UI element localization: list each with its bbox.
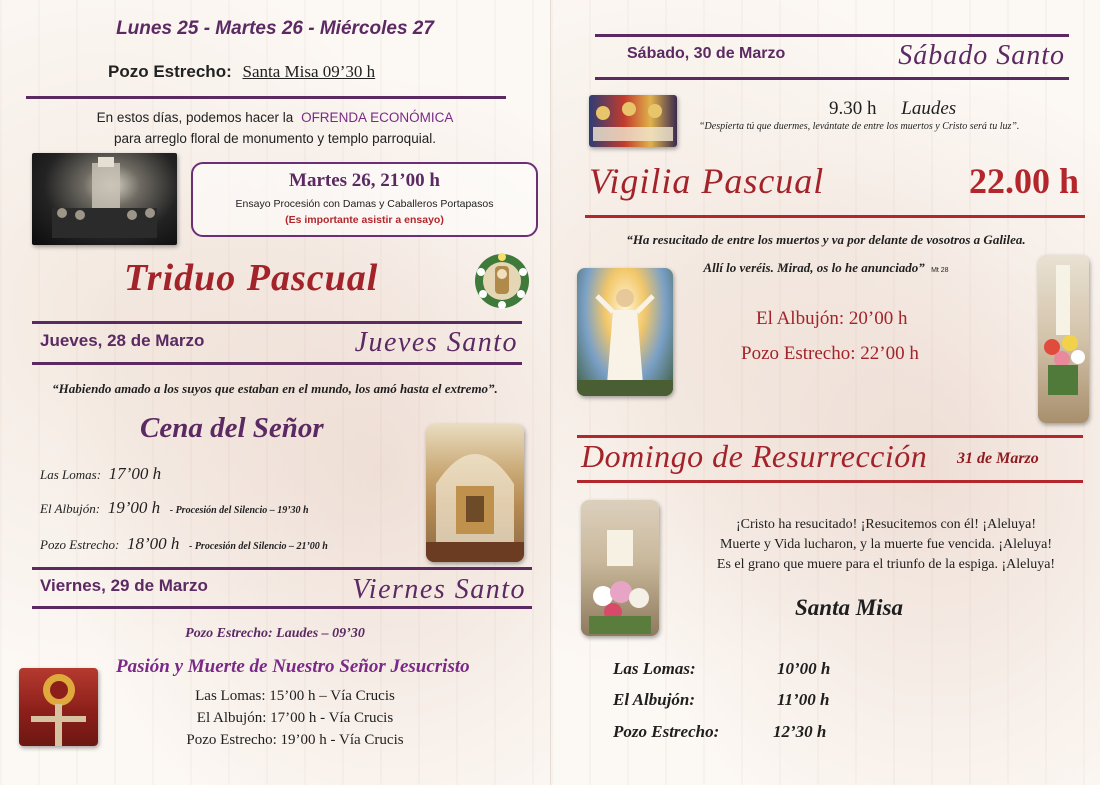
offering-line-1 bbox=[0, 110, 550, 125]
vigil-quote-ref: Mt 28 bbox=[931, 267, 949, 274]
sunday-mass-time: 10’00 h bbox=[777, 659, 831, 678]
vigil-time: 22.00 h bbox=[968, 161, 1079, 201]
easter-flowers-photo bbox=[581, 500, 659, 636]
divider bbox=[32, 321, 522, 324]
saturday-quote: “Despierta tú que duermes, levántate de entre los muertos y Cristo será tu luz”. bbox=[699, 121, 1020, 132]
thursday-quote: “Habiendo amado a los suyos que estaban en el mundo, los amó hasta el extremo”. bbox=[52, 381, 498, 396]
thursday-row bbox=[40, 464, 161, 484]
procession-photo bbox=[32, 153, 177, 245]
saturday-lauds-label: Laudes bbox=[901, 98, 957, 119]
thursday-row bbox=[40, 534, 328, 554]
sunday-mass-place: Pozo Estrecho: bbox=[613, 722, 720, 741]
thursday-place: El Albujón: bbox=[40, 501, 101, 516]
friday-row: El Albujón: 17’00 h - Vía Crucis bbox=[196, 710, 394, 726]
thursday-extra: - Procesión del Silencio – 21’00 h bbox=[188, 541, 328, 552]
sunday-verse bbox=[681, 515, 1091, 575]
friday-date: Viernes, 29 de Marzo bbox=[40, 576, 208, 595]
rehearsal-line-1: Ensayo Procesión con Damas y Caballeros Portapasos bbox=[235, 198, 494, 210]
friday-lauds: Pozo Estrecho: Laudes – 09’30 bbox=[185, 626, 365, 641]
friday-row: Las Lomas: 15’00 h – Vía Crucis bbox=[195, 688, 395, 704]
vigil-quote-text: Allí lo veréis. Mirad, os lo he anunciado” bbox=[703, 260, 925, 275]
vigil-title: Vigilia Pascual bbox=[589, 161, 825, 201]
divider bbox=[32, 567, 532, 570]
right-page bbox=[550, 0, 1100, 785]
sunday-verse-line: Muerte y Vida lucharon, y la muerte fue vencida. ¡Aleluya! bbox=[719, 537, 1053, 552]
triduo-title: Triduo Pascual bbox=[124, 257, 379, 299]
saturday-name: Sábado Santo bbox=[898, 40, 1065, 71]
saturday-date: Sábado, 30 de Marzo bbox=[627, 45, 786, 62]
header-place: Pozo Estrecho: bbox=[108, 62, 232, 81]
thursday-date: Jueves, 28 de Marzo bbox=[40, 331, 205, 350]
thursday-time: 18’00 h bbox=[126, 534, 180, 553]
crucifix-photo bbox=[19, 668, 98, 746]
sunday-title: Domingo de Resurrección bbox=[581, 438, 928, 474]
icon-painting-photo bbox=[589, 95, 677, 147]
saturday-lauds-time: 9.30 h bbox=[829, 98, 877, 119]
thursday-time: 19’00 h bbox=[107, 498, 161, 517]
rehearsal-box bbox=[191, 162, 538, 237]
vigil-row: Pozo Estrecho: 22’00 h bbox=[741, 343, 919, 364]
sunday-verse-line: ¡Cristo ha resucitado! ¡Resucitemos con él! ¡Aleluya! bbox=[735, 517, 1037, 532]
thursday-place: Las Lomas: bbox=[40, 467, 102, 482]
header-days: Lunes 25 - Martes 26 - Miércoles 27 bbox=[116, 18, 434, 39]
divider bbox=[32, 606, 532, 609]
offering-text: En estos días, podemos hacer la bbox=[96, 110, 294, 125]
resurrection-painting bbox=[577, 268, 673, 396]
offering-line-2: para arreglo floral de monumento y templo parroquial. bbox=[114, 131, 436, 146]
friday-name: Viernes Santo bbox=[352, 574, 526, 605]
thursday-time: 17’00 h bbox=[108, 464, 162, 483]
saturday-lauds bbox=[829, 98, 956, 120]
header-mass-line bbox=[108, 62, 375, 82]
thursday-name: Jueves Santo bbox=[354, 327, 518, 358]
rehearsal-title: Martes 26, 21’00 h bbox=[289, 170, 440, 191]
floral-wreath-image bbox=[471, 252, 533, 310]
sunday-date: 31 de Marzo bbox=[957, 450, 1039, 467]
sunday-mass-time: 12’30 h bbox=[773, 722, 827, 741]
thursday-extra: - Procesión del Silencio – 19’30 h bbox=[169, 505, 309, 516]
divider bbox=[595, 34, 1069, 37]
vigil-quote-line-1: “Ha resucitado de entre los muertos y va por delante de vosotros a Galilea. bbox=[626, 232, 1026, 247]
procession-illustration bbox=[32, 153, 177, 245]
sunday-mass-place: Las Lomas: bbox=[613, 659, 696, 678]
thursday-celebration: Cena del Señor bbox=[140, 412, 324, 444]
sunday-mass-time: 11’00 h bbox=[777, 690, 830, 709]
sunday-mass-place: El Albujón: bbox=[613, 690, 696, 709]
divider bbox=[577, 480, 1083, 483]
friday-row: Pozo Estrecho: 19’00 h - Vía Crucis bbox=[186, 732, 404, 748]
divider bbox=[585, 215, 1085, 218]
church-interior-photo bbox=[426, 424, 524, 562]
vigil-row: El Albujón: 20’00 h bbox=[756, 308, 908, 329]
sunday-mass-title: Santa Misa bbox=[795, 595, 904, 620]
altar-flowers-photo bbox=[1038, 255, 1089, 423]
header-mass: Santa Misa 09’30 h bbox=[242, 62, 376, 81]
sunday-verse-line: Es el grano que muere para el triunfo de la espiga. ¡Aleluya! bbox=[716, 557, 1056, 572]
divider bbox=[32, 362, 522, 365]
thursday-place: Pozo Estrecho: bbox=[40, 537, 120, 552]
thursday-row bbox=[40, 498, 309, 518]
friday-passion: Pasión y Muerte de Nuestro Señor Jesucristo bbox=[116, 656, 470, 677]
divider bbox=[26, 96, 506, 99]
divider bbox=[595, 77, 1069, 80]
offering-highlight: OFRENDA ECONÓMICA bbox=[301, 110, 454, 125]
rehearsal-line-2: (Es importante asistir a ensayo) bbox=[285, 214, 444, 226]
